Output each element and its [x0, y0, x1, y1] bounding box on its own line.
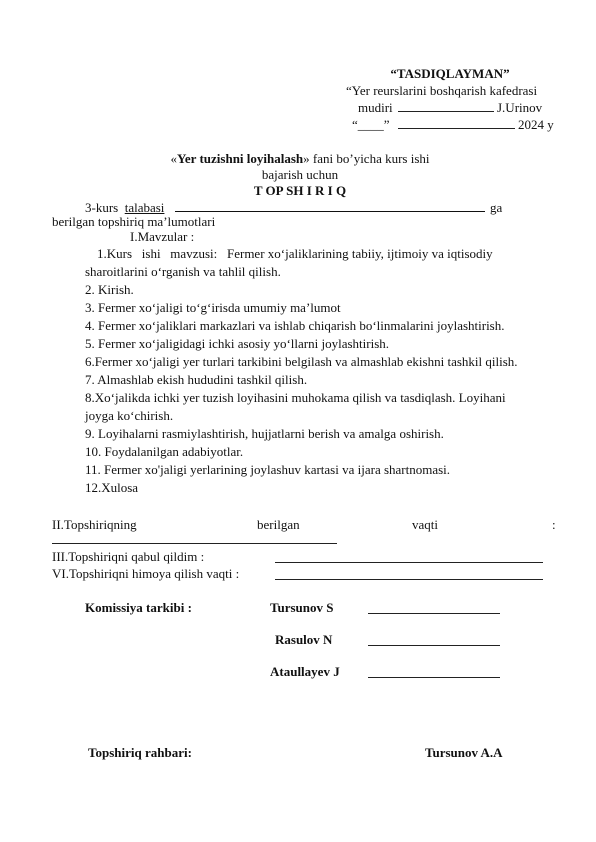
commission-member-2-sign-line [368, 645, 500, 646]
topic-item: 5. Fermer xo‘jaligidagi ichki asosiy yo‘llarni joylashtirish. [85, 336, 390, 351]
subject-rest: » fani bo’yicha kurs ishi [303, 151, 430, 166]
approval-date-line [398, 128, 515, 129]
commission-member-3-sign-line [368, 677, 500, 678]
given-word-1: II.Topshiriqning [52, 517, 137, 532]
given-word-4: : [552, 517, 556, 532]
given-word-2: berilgan [257, 517, 300, 532]
approval-date-day: “____” [352, 117, 390, 132]
topic-item: 9. Loyihalarni rasmiylashtirish, hujjatlarni berish va amalga oshirish. [85, 426, 444, 441]
student-label: talabasi [124, 200, 165, 215]
commission-member-3: Ataullayev J [270, 664, 340, 679]
accepted-label: III.Topshiriqni qabul qildim : [52, 549, 205, 564]
approval-line-department: “Yer reurslarini boshqarish kafedrasi [346, 83, 538, 98]
topic-item: 2. Kirish. [85, 282, 134, 297]
supervisor-label: Topshiriq rahbari: [88, 745, 192, 760]
approval-line-head-prefix: mudiri [358, 100, 393, 115]
student-course-prefix: 3-kurs [85, 200, 125, 215]
student-line2: berilgan topshiriq ma’lumotlari [52, 214, 216, 229]
commission-member-1-sign-line [368, 613, 500, 614]
approval-head-name: J.Urinov [497, 100, 543, 115]
student-name-line [175, 211, 485, 212]
topic-item: 11. Fermer xo'jaligi yerlarining joylashuv kartasi va ijara shartnomasi. [85, 462, 451, 477]
commission-member-2: Rasulov N [275, 632, 333, 647]
defense-label: VI.Topshiriqni himoya qilish vaqti : [52, 566, 240, 581]
approval-date-year: 2024 y [518, 117, 554, 132]
given-date-line [52, 543, 337, 544]
topics-heading: I.Mavzular : [130, 229, 195, 244]
defense-line [275, 579, 543, 580]
topic-item: 3. Fermer xo‘jaligi to‘g‘irisda umumiy ma’lumot [85, 300, 341, 315]
approval-title: “TASDIQLAYMAN” [390, 66, 510, 81]
given-word-3: vaqti [412, 517, 438, 532]
topic-item: 8.Xo‘jalikda ichki yer tuzish loyihasini muhokama qilish va tasdiqlash. Loyihani [85, 390, 506, 405]
topic-item: 6.Fermer xo‘jaligi yer turlari tarkibini belgilash va almashlab ekishni tashkil qilish. [85, 354, 518, 369]
subject-open-quote: « [170, 151, 177, 166]
topic-item: joyga ko‘chirish. [85, 408, 174, 423]
student-suffix: ga [490, 200, 503, 215]
accepted-line [275, 562, 543, 563]
topic-item: 10. Foydalanilgan adabiyotlar. [85, 444, 244, 459]
topic-1-line2: sharoitlarini o‘rganish va tahlil qilish. [85, 264, 281, 279]
supervisor-name: Tursunov A.A [425, 745, 503, 760]
commission-member-1: Tursunov S [270, 600, 334, 615]
commission-label: Komissiya tarkibi : [85, 600, 192, 615]
document-title: T OP SH I R I Q [253, 183, 347, 198]
topic-item: 4. Fermer xo‘jaliklari markazlari va ishlab chiqarish bo‘linmalarini joylashtirish. [85, 318, 505, 333]
approval-signature-line [398, 111, 494, 112]
topic-1-line1: 1.Kurs ishi mavzusi: Fermer xo‘jaliklarining tabiiy, ijtimoiy va iqtisodiy [97, 246, 493, 261]
subject-line [120, 151, 480, 167]
topic-item: 7. Almashlab ekish hududini tashkil qilish. [85, 372, 308, 387]
subject-name: Yer tuzishni loyihalash [176, 151, 304, 166]
header-purpose: bajarish uchun [261, 167, 339, 182]
topic-item: 12.Xulosa [85, 480, 139, 495]
